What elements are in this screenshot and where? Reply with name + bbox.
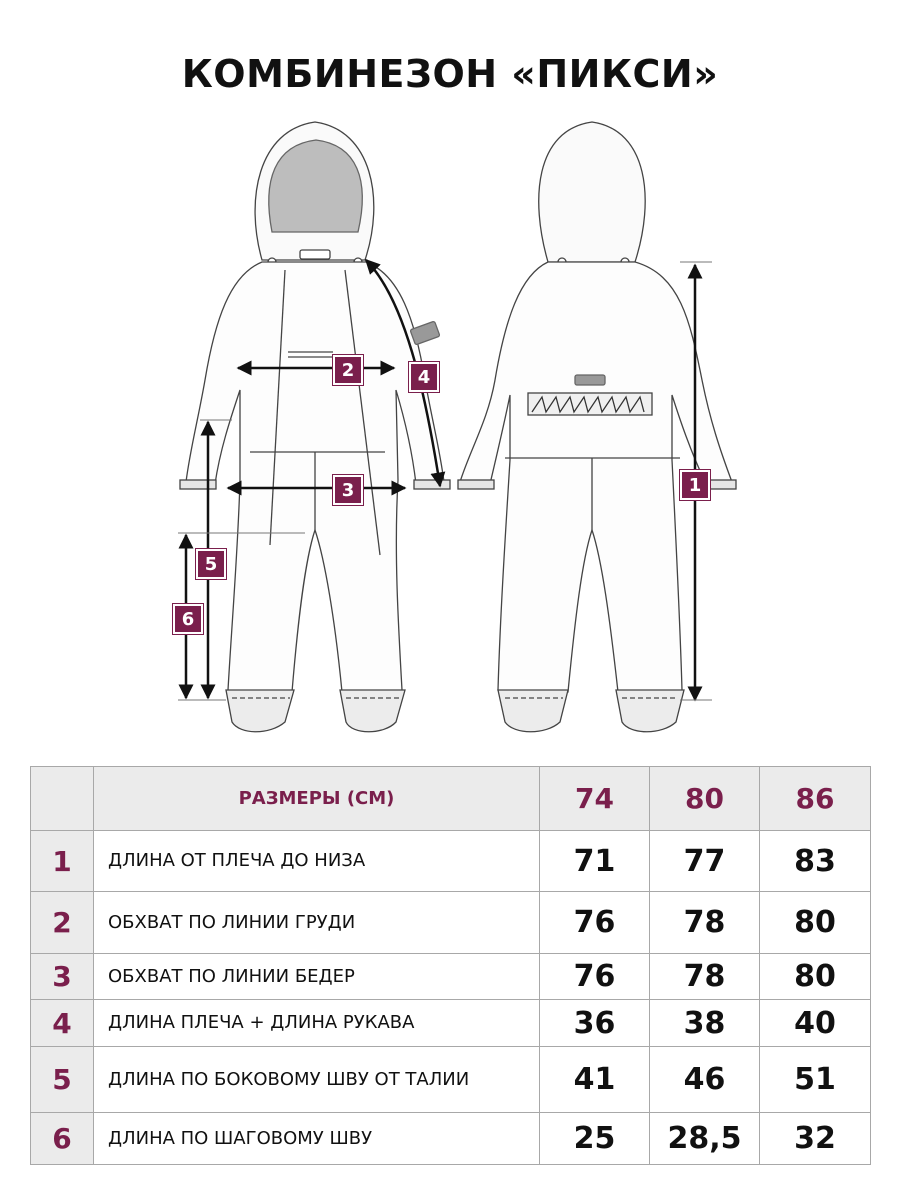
row-value: 76: [540, 892, 650, 954]
header-label: РАЗМЕРЫ (СМ): [94, 767, 540, 831]
header-size-74: 74: [540, 767, 650, 831]
front-view: [180, 122, 450, 732]
row-number: 4: [31, 1000, 94, 1047]
measure-label-2: 2: [333, 355, 363, 385]
row-value: 83: [760, 831, 871, 892]
row-value: 71: [540, 831, 650, 892]
row-number: 3: [31, 954, 94, 1000]
row-value: 78: [650, 892, 760, 954]
row-value: 78: [650, 954, 760, 1000]
measure-label-1: 1: [680, 470, 710, 500]
measure-label-5: 5: [196, 549, 226, 579]
row-value: 46: [650, 1047, 760, 1113]
row-number: 2: [31, 892, 94, 954]
table-row: [31, 892, 871, 954]
row-number: 5: [31, 1047, 94, 1113]
row-value: 80: [760, 892, 871, 954]
row-value: 28,5: [650, 1113, 760, 1165]
row-value: 25: [540, 1113, 650, 1165]
measure-label-4: 4: [409, 362, 439, 392]
header-size-80: 80: [650, 767, 760, 831]
row-value: 38: [650, 1000, 760, 1047]
jumpsuit-illustration: [0, 110, 900, 750]
row-value: 76: [540, 954, 650, 1000]
size-table: [30, 766, 871, 1165]
header-size-86: 86: [760, 767, 871, 831]
row-value: 80: [760, 954, 871, 1000]
row-value: 40: [760, 1000, 871, 1047]
row-label: ДЛИНА ПО ШАГОВОМУ ШВУ: [94, 1113, 540, 1165]
table-row: [31, 1047, 871, 1113]
row-value: 77: [650, 831, 760, 892]
row-label: ДЛИНА ОТ ПЛЕЧА ДО НИЗА: [94, 831, 540, 892]
row-label: ДЛИНА ПЛЕЧА + ДЛИНА РУКАВА: [94, 1000, 540, 1047]
row-label: ОБХВАТ ПО ЛИНИИ ГРУДИ: [94, 892, 540, 954]
header-num-cell: [31, 767, 94, 831]
table-row: [31, 1113, 871, 1165]
table-row: [31, 1000, 871, 1047]
row-value: 51: [760, 1047, 871, 1113]
table-header-row: [31, 767, 871, 831]
row-value: 41: [540, 1047, 650, 1113]
table-row: [31, 954, 871, 1000]
measure-label-3: 3: [333, 475, 363, 505]
row-label: ОБХВАТ ПО ЛИНИИ БЕДЕР: [94, 954, 540, 1000]
row-number: 1: [31, 831, 94, 892]
table-row: [31, 831, 871, 892]
page-title: КОМБИНЕЗОН «ПИКСИ»: [181, 52, 719, 96]
row-value: 32: [760, 1113, 871, 1165]
row-label: ДЛИНА ПО БОКОВОМУ ШВУ ОТ ТАЛИИ: [94, 1047, 540, 1113]
row-number: 6: [31, 1113, 94, 1165]
row-value: 36: [540, 1000, 650, 1047]
measure-label-6: 6: [173, 604, 203, 634]
